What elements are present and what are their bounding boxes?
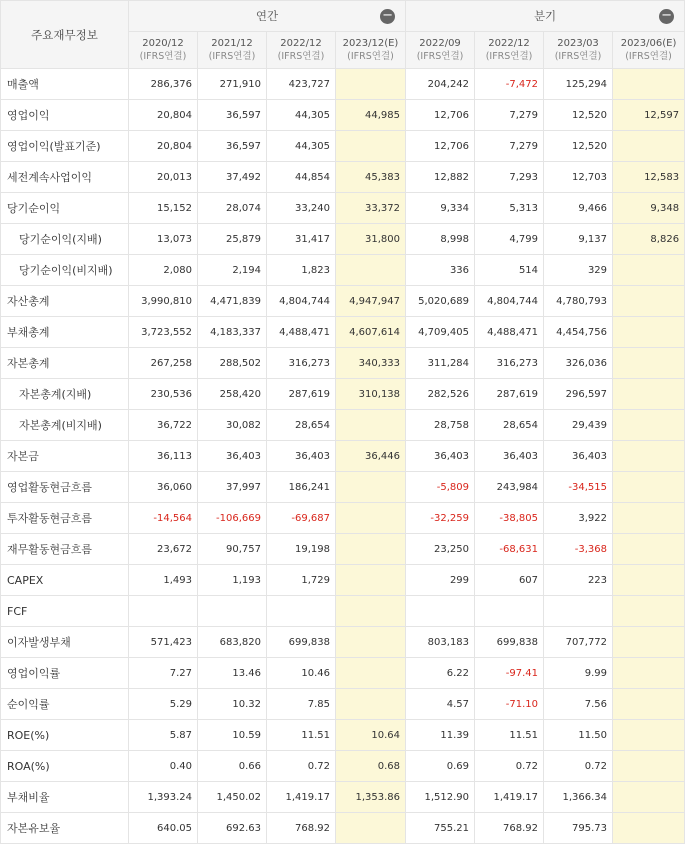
table-cell [336,472,406,503]
period-header [336,32,406,69]
table-cell: 4,947,947 [336,286,406,317]
table-cell: 36,446 [336,441,406,472]
table-cell [613,348,685,379]
table-cell: 4.57 [406,689,475,720]
table-cell: -97.41 [475,658,544,689]
table-cell: 768.92 [267,813,336,844]
quarter-group-header [406,1,685,32]
row-label: 영업이익 [1,100,129,131]
period-header [267,32,336,69]
table-cell [613,379,685,410]
table-cell [613,472,685,503]
table-cell: 258,420 [198,379,267,410]
table-cell: -38,805 [475,503,544,534]
table-cell [336,69,406,100]
row-label: 영업이익(발표기준) [1,131,129,162]
table-cell [336,813,406,844]
table-cell: 11.50 [544,720,613,751]
row-label: 영업활동현금흐름 [1,472,129,503]
period-label: 2023/12(E) [342,38,399,49]
table-row [1,782,685,813]
row-label: 부채총계 [1,317,129,348]
table-cell: 4,804,744 [475,286,544,317]
table-cell: 3,723,552 [129,317,198,348]
table-cell: 31,800 [336,224,406,255]
table-cell: 4,488,471 [267,317,336,348]
minus-circle-icon[interactable]: − [659,9,674,24]
table-row [1,441,685,472]
table-cell: 12,583 [613,162,685,193]
table-row [1,720,685,751]
table-cell: 0.40 [129,751,198,782]
table-cell: 4,607,614 [336,317,406,348]
table-cell: 571,423 [129,627,198,658]
row-label: 이자발생부채 [1,627,129,658]
table-cell: 31,417 [267,224,336,255]
table-row [1,751,685,782]
table-cell [613,534,685,565]
table-cell [336,131,406,162]
quarter-label: 분기 [533,9,557,23]
period-header [613,32,685,69]
table-cell: 310,138 [336,379,406,410]
table-cell [613,689,685,720]
table-cell: 287,619 [475,379,544,410]
table-cell: 44,985 [336,100,406,131]
period-label: 2023/03 [557,38,599,49]
table-cell: 336 [406,255,475,286]
table-cell [336,534,406,565]
ifrs-label: (IFRS연결) [139,51,187,62]
table-cell [613,131,685,162]
table-cell: 4,780,793 [544,286,613,317]
table-cell: 607 [475,565,544,596]
table-cell: -106,669 [198,503,267,534]
table-cell: 795.73 [544,813,613,844]
table-row [1,379,685,410]
table-cell [267,596,336,627]
table-cell: 243,984 [475,472,544,503]
row-label: 세전계속사업이익 [1,162,129,193]
table-cell: 271,910 [198,69,267,100]
table-cell: 29,439 [544,410,613,441]
table-row [1,224,685,255]
table-cell: 1,353.86 [336,782,406,813]
table-row [1,627,685,658]
table-cell: 803,183 [406,627,475,658]
table-cell: -68,631 [475,534,544,565]
table-cell: 1,419.17 [267,782,336,813]
table-cell: 7,279 [475,100,544,131]
row-label: ROE(%) [1,720,129,751]
table-row [1,255,685,286]
table-row [1,596,685,627]
table-cell: 204,242 [406,69,475,100]
minus-circle-icon[interactable]: − [380,9,395,24]
table-cell: -69,687 [267,503,336,534]
table-cell: -14,564 [129,503,198,534]
table-cell: 329 [544,255,613,286]
table-cell: 44,854 [267,162,336,193]
row-label: 자본총계(비지배) [1,410,129,441]
table-cell: 90,757 [198,534,267,565]
table-cell [613,627,685,658]
table-cell: 11.51 [475,720,544,751]
table-cell: 36,597 [198,100,267,131]
table-row [1,348,685,379]
table-cell: 1,393.24 [129,782,198,813]
table-cell: 0.69 [406,751,475,782]
table-cell: 186,241 [267,472,336,503]
table-cell: 640.05 [129,813,198,844]
table-cell: 13.46 [198,658,267,689]
table-cell [613,782,685,813]
table-cell: 44,305 [267,131,336,162]
table-cell [336,255,406,286]
table-cell: 8,998 [406,224,475,255]
table-cell: 7.27 [129,658,198,689]
table-cell: 316,273 [267,348,336,379]
ifrs-label: (IFRS연결) [554,51,602,62]
table-cell: 30,082 [198,410,267,441]
table-cell [613,658,685,689]
row-label: 자본금 [1,441,129,472]
table-cell: 11.51 [267,720,336,751]
ifrs-label: (IFRS연결) [277,51,325,62]
table-cell: 683,820 [198,627,267,658]
table-cell: 12,882 [406,162,475,193]
table-cell: 36,403 [406,441,475,472]
table-cell [336,503,406,534]
table-cell: 0.72 [544,751,613,782]
row-label: 매출액 [1,69,129,100]
table-cell: 23,250 [406,534,475,565]
table-cell [613,255,685,286]
table-cell: 299 [406,565,475,596]
table-cell: 282,526 [406,379,475,410]
table-cell: 423,727 [267,69,336,100]
table-cell: -32,259 [406,503,475,534]
table-cell: 5.87 [129,720,198,751]
table-cell: 0.72 [475,751,544,782]
row-label: 자산총계 [1,286,129,317]
table-cell: 36,597 [198,131,267,162]
table-cell: 19,198 [267,534,336,565]
table-cell: 13,073 [129,224,198,255]
table-cell: 36,403 [198,441,267,472]
table-cell: 699,838 [267,627,336,658]
table-row [1,317,685,348]
table-row [1,472,685,503]
table-cell: 9,348 [613,193,685,224]
row-label: 당기순이익 [1,193,129,224]
period-header [406,32,475,69]
table-cell: 514 [475,255,544,286]
table-cell: 10.32 [198,689,267,720]
table-cell: 316,273 [475,348,544,379]
table-cell: 36,403 [267,441,336,472]
table-cell: 9,466 [544,193,613,224]
ifrs-label: (IFRS연결) [347,51,394,62]
table-cell: 287,619 [267,379,336,410]
table-cell: 0.68 [336,751,406,782]
table-cell: 37,997 [198,472,267,503]
table-cell [613,441,685,472]
period-header [129,32,198,69]
table-cell: -5,809 [406,472,475,503]
table-cell: 6.22 [406,658,475,689]
table-cell: -3,368 [544,534,613,565]
table-cell [336,689,406,720]
table-cell [336,410,406,441]
table-cell: 7,279 [475,131,544,162]
table-row [1,162,685,193]
table-cell: 28,654 [267,410,336,441]
table-cell [336,658,406,689]
table-cell: 1,366.34 [544,782,613,813]
period-header [198,32,267,69]
table-cell: 9,334 [406,193,475,224]
table-cell: 44,305 [267,100,336,131]
table-cell: 12,597 [613,100,685,131]
table-cell: 1,193 [198,565,267,596]
period-label: 2022/12 [280,38,322,49]
table-cell [406,596,475,627]
row-label: 당기순이익(비지배) [1,255,129,286]
table-cell: 10.46 [267,658,336,689]
table-cell: 33,372 [336,193,406,224]
table-cell: -34,515 [544,472,613,503]
table-cell [613,286,685,317]
table-cell: 4,454,756 [544,317,613,348]
table-cell: 326,036 [544,348,613,379]
table-cell: 12,703 [544,162,613,193]
ifrs-label: (IFRS연결) [416,51,464,62]
table-cell [336,596,406,627]
table-cell: 10.64 [336,720,406,751]
table-cell: 11.39 [406,720,475,751]
ifrs-label: (IFRS연결) [485,51,533,62]
table-cell: 9.99 [544,658,613,689]
table-cell: 707,772 [544,627,613,658]
table-cell: 4,799 [475,224,544,255]
ifrs-label: (IFRS연결) [208,51,256,62]
table-cell [613,317,685,348]
table-cell: 1,729 [267,565,336,596]
row-label: 자본총계 [1,348,129,379]
table-row [1,534,685,565]
table-cell: 1,450.02 [198,782,267,813]
table-cell: 20,804 [129,131,198,162]
table-row [1,658,685,689]
table-cell: 20,804 [129,100,198,131]
table-cell [475,596,544,627]
table-cell: 7.56 [544,689,613,720]
table-row [1,131,685,162]
table-cell [613,813,685,844]
period-label: 2022/09 [419,38,461,49]
table-cell: 9,137 [544,224,613,255]
table-cell: 23,672 [129,534,198,565]
table-cell: 15,152 [129,193,198,224]
table-cell: 768.92 [475,813,544,844]
table-cell: 4,471,839 [198,286,267,317]
table-cell: 4,183,337 [198,317,267,348]
table-cell: 36,113 [129,441,198,472]
table-cell: 45,383 [336,162,406,193]
table-cell: 692.63 [198,813,267,844]
period-header [475,32,544,69]
table-cell [544,596,613,627]
table-cell: 28,074 [198,193,267,224]
table-cell: 12,706 [406,131,475,162]
table-cell: 5,313 [475,193,544,224]
table-cell: 4,488,471 [475,317,544,348]
table-cell [129,596,198,627]
table-row [1,813,685,844]
row-label: 재무활동현금흐름 [1,534,129,565]
period-label: 2022/12 [488,38,530,49]
table-cell: 223 [544,565,613,596]
row-label: CAPEX [1,565,129,596]
table-cell: 2,194 [198,255,267,286]
table-cell: 1,419.17 [475,782,544,813]
table-cell: 20,013 [129,162,198,193]
table-cell: 311,284 [406,348,475,379]
table-cell: 125,294 [544,69,613,100]
table-row [1,410,685,441]
table-cell: 8,826 [613,224,685,255]
period-label: 2023/06(E) [620,38,677,49]
table-cell: 25,879 [198,224,267,255]
table-row [1,100,685,131]
table-cell: 1,512.90 [406,782,475,813]
table-cell: 288,502 [198,348,267,379]
table-cell: 36,722 [129,410,198,441]
period-label: 2021/12 [211,38,253,49]
row-label: ROA(%) [1,751,129,782]
row-label: 당기순이익(지배) [1,224,129,255]
table-cell: 1,493 [129,565,198,596]
row-label: 부채비율 [1,782,129,813]
table-cell [613,565,685,596]
row-label: 자본총계(지배) [1,379,129,410]
table-cell: 28,758 [406,410,475,441]
row-label: 투자활동현금흐름 [1,503,129,534]
row-label: FCF [1,596,129,627]
table-cell: 699,838 [475,627,544,658]
table-cell [613,69,685,100]
row-label: 순이익률 [1,689,129,720]
table-cell: 28,654 [475,410,544,441]
table-cell [613,720,685,751]
table-row [1,69,685,100]
annual-group-header [129,1,406,32]
table-cell: 33,240 [267,193,336,224]
table-cell: 5,020,689 [406,286,475,317]
period-header [544,32,613,69]
table-cell: 3,922 [544,503,613,534]
table-cell: 4,709,405 [406,317,475,348]
table-cell [613,503,685,534]
table-cell: -7,472 [475,69,544,100]
table-cell: 12,706 [406,100,475,131]
table-cell: 267,258 [129,348,198,379]
table-cell: 0.66 [198,751,267,782]
table-cell: 3,990,810 [129,286,198,317]
table-cell: 2,080 [129,255,198,286]
table-corner-label: 주요재무정보 [1,1,129,69]
ifrs-label: (IFRS연결) [625,51,672,62]
table-cell: 7,293 [475,162,544,193]
table-row [1,689,685,720]
row-label: 영업이익률 [1,658,129,689]
table-row [1,503,685,534]
table-cell: 7.85 [267,689,336,720]
row-label: 자본유보율 [1,813,129,844]
table-cell [613,751,685,782]
table-cell: 36,403 [544,441,613,472]
table-cell [613,410,685,441]
table-cell [198,596,267,627]
annual-label: 연간 [255,9,279,23]
table-cell: 36,403 [475,441,544,472]
table-row [1,565,685,596]
table-cell: 296,597 [544,379,613,410]
table-row [1,286,685,317]
table-cell: 37,492 [198,162,267,193]
table-cell: 5.29 [129,689,198,720]
table-cell [613,596,685,627]
table-cell: 340,333 [336,348,406,379]
table-row [1,193,685,224]
table-cell: 0.72 [267,751,336,782]
table-cell: 286,376 [129,69,198,100]
table-cell: 1,823 [267,255,336,286]
table-cell: -71.10 [475,689,544,720]
table-cell: 10.59 [198,720,267,751]
table-cell: 4,804,744 [267,286,336,317]
table-cell: 36,060 [129,472,198,503]
table-cell: 230,536 [129,379,198,410]
table-cell: 755.21 [406,813,475,844]
table-cell [336,565,406,596]
table-cell: 12,520 [544,131,613,162]
table-cell: 12,520 [544,100,613,131]
period-label: 2020/12 [142,38,184,49]
table-cell [336,627,406,658]
